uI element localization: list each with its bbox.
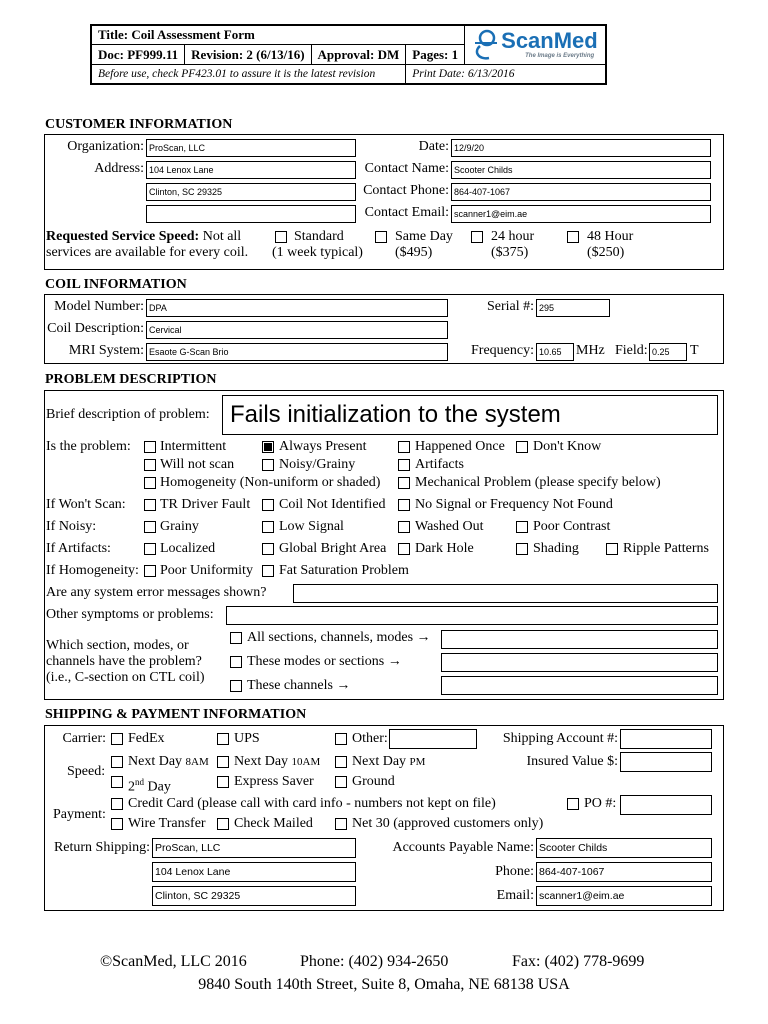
second-day-text: Day [144, 779, 171, 795]
these-modes-label: These modes or sections → [247, 654, 402, 669]
these-modes-field[interactable] [441, 653, 718, 672]
washed-out-label: Washed Out [415, 519, 484, 534]
footer-phone: Phone: (402) 934-2650 [300, 953, 449, 970]
fedex-checkbox[interactable] [111, 733, 123, 745]
these-channels-checkbox[interactable] [230, 680, 242, 692]
next-day-8am-checkbox[interactable] [111, 756, 123, 768]
48-hour-label: 48 Hour [587, 229, 634, 244]
document-header [90, 24, 607, 85]
which-section-label3: (i.e., C-section on CTL coil) [46, 670, 205, 685]
will-not-scan-checkbox[interactable] [144, 459, 156, 471]
po-checkbox[interactable] [567, 798, 579, 810]
service-speed-note1: Not all [199, 229, 242, 244]
localized-label: Localized [160, 541, 216, 556]
error-messages-label: Are any system error messages shown? [46, 585, 267, 600]
always-present-label: Always Present [279, 439, 367, 454]
field-strength-field[interactable]: 0.25 [649, 343, 687, 361]
no-signal-checkbox[interactable] [398, 499, 410, 511]
field-unit: T [690, 343, 699, 358]
frequency-label: Frequency: [471, 343, 534, 358]
low-signal-checkbox[interactable] [262, 521, 274, 533]
same-day-checkbox[interactable] [375, 231, 387, 243]
these-channels-label: These channels → [247, 678, 351, 693]
serial-label: Serial #: [486, 299, 534, 314]
model-number-label: Model Number: [54, 299, 144, 314]
address-label: Address: [94, 161, 144, 176]
coil-not-identified-checkbox[interactable] [262, 499, 274, 511]
shipping-account-field[interactable] [620, 729, 712, 749]
all-sections-label: All sections, channels, modes → [247, 630, 431, 645]
second-day-num: 2 [128, 779, 135, 795]
coil-description-field[interactable]: Cervical [146, 321, 448, 339]
contact-name-label: Contact Name: [364, 161, 449, 176]
field-label: Field: [615, 343, 648, 358]
mri-system-label: MRI System: [68, 343, 144, 358]
express-saver-checkbox[interactable] [217, 776, 229, 788]
dark-hole-label: Dark Hole [415, 541, 474, 556]
model-number-field[interactable]: DPA [146, 299, 448, 317]
always-present-checkbox[interactable] [262, 441, 274, 453]
scanmed-logo [465, 26, 605, 64]
contact-email-field[interactable]: scanner1@eim.ae [451, 205, 711, 223]
standard-checkbox[interactable] [275, 231, 287, 243]
net30-checkbox[interactable] [335, 818, 347, 830]
homogeneity-checkbox[interactable] [144, 477, 156, 489]
shipping-heading: SHIPPING & PAYMENT INFORMATION [45, 707, 307, 722]
second-day-label [128, 774, 171, 796]
customer-info-heading: CUSTOMER INFORMATION [45, 117, 233, 132]
org-field[interactable]: ProScan, LLC [146, 139, 356, 157]
next-day-pm-label [352, 754, 425, 770]
ap-phone-label: Phone: [495, 864, 534, 879]
return-line1-field[interactable]: ProScan, LLC [152, 838, 356, 858]
wont-scan-label: If Won't Scan: [46, 497, 126, 512]
doc-number: Doc: PF999.11 [91, 45, 185, 65]
washed-out-checkbox[interactable] [398, 521, 410, 533]
is-problem-label: Is the problem: [46, 439, 131, 454]
artifacts-checkbox[interactable] [398, 459, 410, 471]
next-day-pm-time: PM [409, 756, 426, 768]
insured-value-label: Insured Value $: [526, 754, 618, 769]
48-hour-sub: ($250) [587, 245, 625, 260]
next-day-8am-time: 8AM [185, 756, 209, 768]
second-day-checkbox[interactable] [111, 776, 123, 788]
24-hour-sub: ($375) [491, 245, 529, 260]
poor-uniformity-checkbox[interactable] [144, 565, 156, 577]
ups-label: UPS [234, 731, 260, 746]
if-artifacts-label: If Artifacts: [46, 541, 111, 556]
localized-checkbox[interactable] [144, 543, 156, 555]
same-day-sub: ($495) [395, 245, 433, 260]
ground-checkbox[interactable] [335, 776, 347, 788]
these-channels-field[interactable] [441, 676, 718, 695]
next-day-8am-text: Next Day [128, 754, 186, 769]
intermittent-checkbox[interactable] [144, 441, 156, 453]
shading-checkbox[interactable] [516, 543, 528, 555]
24-hour-label: 24 hour [491, 229, 535, 244]
ap-phone-field[interactable]: 864-407-1067 [536, 862, 712, 882]
noisy-grainy-checkbox[interactable] [262, 459, 274, 471]
next-day-pm-checkbox[interactable] [335, 756, 347, 768]
contact-name-field[interactable]: Scooter Childs [451, 161, 711, 179]
credit-card-label: Credit Card (please call with card info - numbers not kept on file) [128, 796, 496, 811]
mri-system-field[interactable]: Esaote G-Scan Brio [146, 343, 448, 361]
mechanical-checkbox[interactable] [398, 477, 410, 489]
other-symptoms-field[interactable] [226, 606, 718, 625]
revision-note: Before use, check PF423.01 to assure it is the latest revision [91, 65, 406, 84]
which-section-label1: Which section, modes, or [46, 638, 189, 653]
date-field[interactable]: 12/9/20 [451, 139, 711, 157]
mechanical-label: Mechanical Problem (please specify below) [415, 475, 661, 490]
po-label: PO #: [584, 796, 617, 811]
address-line3-field[interactable] [146, 205, 356, 223]
logo-cell [465, 25, 607, 65]
homogeneity-label: Homogeneity (Non-uniform or shaded) [160, 475, 381, 490]
poor-contrast-checkbox[interactable] [516, 521, 528, 533]
next-day-10am-checkbox[interactable] [217, 756, 229, 768]
service-speed-label [46, 229, 241, 245]
happened-once-checkbox[interactable] [398, 441, 410, 453]
intermittent-label: Intermittent [160, 439, 227, 454]
return-shipping-label: Return Shipping: [53, 840, 150, 855]
logo-wordmark: ScanMed [501, 28, 598, 53]
return-line3-field[interactable]: Clinton, SC 29325 [152, 886, 356, 906]
other-symptoms-label: Other symptoms or problems: [46, 607, 214, 622]
ap-email-field[interactable]: scanner1@eim.ae [536, 886, 712, 906]
happened-once-label: Happened Once [415, 439, 505, 454]
accounts-payable-name-field[interactable]: Scooter Childs [536, 838, 712, 858]
if-noisy-label: If Noisy: [46, 519, 97, 534]
tr-driver-label: TR Driver Fault [160, 497, 251, 512]
grainy-checkbox[interactable] [144, 521, 156, 533]
service-speed-note2: services are available for every coil. [46, 245, 249, 260]
dark-hole-checkbox[interactable] [398, 543, 410, 555]
net30-label: Net 30 (approved customers only) [352, 816, 544, 831]
contact-email-label: Contact Email: [364, 205, 449, 220]
noisy-grainy-label: Noisy/Grainy [279, 457, 356, 472]
next-day-10am-text: Next Day [234, 754, 292, 769]
frequency-field[interactable]: 10.65 [536, 343, 574, 361]
global-bright-checkbox[interactable] [262, 543, 274, 555]
other-carrier-checkbox[interactable] [335, 733, 347, 745]
ups-checkbox[interactable] [217, 733, 229, 745]
poor-contrast-label: Poor Contrast [533, 519, 611, 534]
fedex-label: FedEx [128, 731, 165, 746]
global-bright-label: Global Bright Area [279, 541, 387, 556]
other-carrier-field[interactable] [389, 729, 477, 749]
service-speed-title: Requested Service Speed: [46, 229, 200, 244]
address-line2-field[interactable]: Clinton, SC 29325 [146, 183, 356, 201]
which-section-label2: channels have the problem? [46, 654, 202, 669]
doc-revision: Revision: 2 (6/13/16) [185, 45, 311, 65]
org-label: Organization: [67, 139, 144, 154]
check-mailed-checkbox[interactable] [217, 818, 229, 830]
next-day-10am-label [234, 754, 320, 770]
ground-label: Ground [352, 774, 395, 789]
date-label: Date: [418, 139, 449, 154]
return-line2-field[interactable]: 104 Lenox Lane [152, 862, 356, 882]
print-date: Print Date: 6/13/2016 [406, 65, 606, 84]
if-homogeneity-label: If Homogeneity: [46, 563, 139, 578]
problem-heading: PROBLEM DESCRIPTION [45, 372, 217, 387]
all-sections-checkbox[interactable] [230, 632, 242, 644]
ripple-patterns-checkbox[interactable] [606, 543, 618, 555]
brief-description-field[interactable]: Fails initialization to the system [222, 395, 718, 435]
serial-field[interactable]: 295 [536, 299, 610, 317]
next-day-10am-time: 10AM [291, 756, 321, 768]
dont-know-label: Don't Know [533, 439, 602, 454]
brief-description-label: Brief description of problem: [46, 407, 210, 422]
next-day-pm-text: Next Day [352, 754, 410, 769]
doc-title: Title: Coil Assessment Form [91, 25, 465, 45]
footer-address: 9840 South 140th Street, Suite 8, Omaha, NE 68138 USA [198, 976, 570, 993]
low-signal-label: Low Signal [279, 519, 344, 534]
express-saver-label: Express Saver [234, 774, 314, 789]
will-not-scan-label: Will not scan [160, 457, 235, 472]
dont-know-checkbox[interactable] [516, 441, 528, 453]
all-sections-field[interactable] [441, 630, 718, 649]
no-signal-label: No Signal or Frequency Not Found [415, 497, 613, 512]
logo-tagline: The Image is Everything [525, 53, 595, 59]
poor-uniformity-label: Poor Uniformity [160, 563, 253, 578]
fat-saturation-checkbox[interactable] [262, 565, 274, 577]
wire-transfer-checkbox[interactable] [111, 818, 123, 830]
standard-sub: (1 week typical) [272, 245, 363, 260]
contact-phone-label: Contact Phone: [363, 183, 449, 198]
speed-label: Speed: [67, 764, 106, 779]
48-hour-checkbox[interactable] [567, 231, 579, 243]
frequency-unit: MHz [576, 343, 605, 358]
coil-not-identified-label: Coil Not Identified [279, 497, 386, 512]
coil-info-heading: COIL INFORMATION [45, 277, 187, 292]
contact-phone-field[interactable]: 864-407-1067 [451, 183, 711, 201]
standard-label: Standard [294, 229, 344, 244]
these-modes-checkbox[interactable] [230, 656, 242, 668]
coil-description-label: Coil Description: [47, 321, 144, 336]
doc-pages: Pages: 1 [406, 45, 465, 65]
footer-copyright: ©ScanMed, LLC 2016 [100, 953, 247, 970]
insured-value-field[interactable] [620, 752, 712, 772]
footer-fax: Fax: (402) 778-9699 [512, 953, 645, 970]
grainy-label: Grainy [160, 519, 199, 534]
shipping-account-label: Shipping Account #: [502, 731, 618, 746]
credit-card-checkbox[interactable] [111, 798, 123, 810]
accounts-payable-name-label: Accounts Payable Name: [392, 840, 534, 855]
payment-label: Payment: [53, 807, 106, 822]
address-line1-field[interactable]: 104 Lenox Lane [146, 161, 356, 179]
check-mailed-label: Check Mailed [234, 816, 313, 831]
carrier-label: Carrier: [62, 731, 106, 746]
same-day-label: Same Day [395, 229, 453, 244]
tr-driver-checkbox[interactable] [144, 499, 156, 511]
po-field[interactable] [620, 795, 712, 815]
doc-approval: Approval: DM [311, 45, 406, 65]
error-messages-field[interactable] [293, 584, 718, 603]
other-carrier-label: Other: [352, 731, 388, 746]
wire-transfer-label: Wire Transfer [128, 816, 206, 831]
ripple-patterns-label: Ripple Patterns [623, 541, 709, 556]
artifacts-label: Artifacts [415, 457, 464, 472]
fat-saturation-label: Fat Saturation Problem [279, 563, 409, 578]
ap-email-label: Email: [496, 888, 534, 903]
second-day-sup: nd [135, 777, 144, 787]
shading-label: Shading [533, 541, 579, 556]
next-day-8am-label [128, 754, 209, 770]
24-hour-checkbox[interactable] [471, 231, 483, 243]
